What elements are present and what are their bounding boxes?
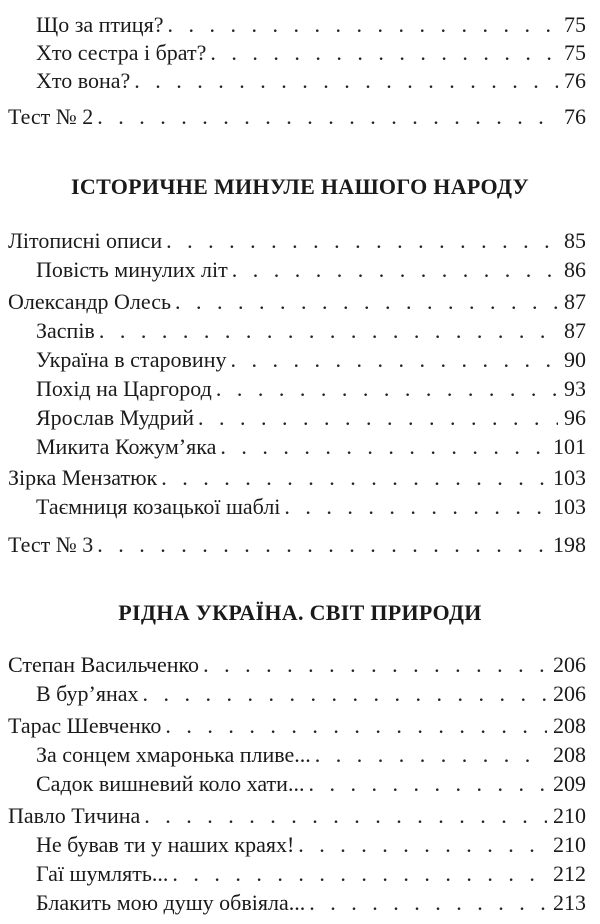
toc-entry	[0, 10, 600, 40]
toc-entry-page: 212	[553, 861, 586, 886]
toc-entry-author	[0, 650, 600, 680]
dot-leader	[203, 650, 547, 680]
dot-leader	[230, 345, 558, 375]
toc-entry	[0, 830, 600, 860]
toc-entry-author	[0, 801, 600, 831]
dot-leader	[161, 463, 547, 493]
toc-entry	[0, 403, 600, 433]
toc-entry-title: Похід на Царгород	[36, 376, 212, 401]
toc-entry-title: Павло Тичина	[8, 803, 141, 828]
toc-entry	[0, 740, 600, 770]
dot-leader	[284, 492, 547, 522]
dot-leader	[143, 679, 547, 709]
toc-entry-page: 210	[553, 803, 586, 828]
toc-entry-title: За сонцем хмаронька пливе...	[36, 742, 311, 767]
dot-leader	[172, 859, 547, 889]
toc-entry	[0, 38, 600, 68]
dot-leader	[216, 374, 558, 404]
toc-entry-page: 75	[564, 40, 586, 65]
toc-entry-page: 198	[553, 532, 586, 557]
toc-entry	[0, 888, 600, 918]
toc-entry	[0, 345, 600, 375]
dot-leader	[134, 66, 558, 96]
toc-entry-test	[0, 530, 600, 560]
toc-entry-title: Тест № 3	[8, 532, 94, 557]
toc-entry	[0, 769, 600, 799]
toc-entry-page: 76	[564, 104, 586, 129]
toc-entry-title: Микита Кожум’яка	[36, 434, 217, 459]
toc-entry	[0, 66, 600, 96]
toc-entry-title: Олександр Олесь	[8, 289, 172, 314]
toc-entry-page: 213	[553, 890, 586, 915]
toc-entry-page: 86	[564, 257, 586, 282]
toc-entry-title: Хто вона?	[36, 68, 131, 93]
toc-entry-page: 75	[564, 12, 586, 37]
section-heading: ІСТОРИЧНЕ МИНУЛЕ НАШОГО НАРОДУ	[71, 174, 529, 199]
toc-entry-title: Степан Васильченко	[8, 652, 200, 677]
dot-leader	[210, 38, 558, 68]
toc-entry-author	[0, 226, 600, 256]
dot-leader	[175, 287, 558, 317]
toc-entry-title: В бур’янах	[36, 681, 139, 706]
toc-entry-page: 206	[553, 681, 586, 706]
toc-entry-author	[0, 711, 600, 741]
toc-entry-title: Садок вишневий коло хати...	[36, 771, 305, 796]
dot-leader	[198, 403, 558, 433]
toc-entry-title: Що за птиця?	[36, 12, 164, 37]
toc-entry-page: 96	[564, 405, 586, 430]
toc-entry-author	[0, 463, 600, 493]
dot-leader	[97, 102, 558, 132]
dot-leader	[315, 740, 547, 770]
toc-entry	[0, 859, 600, 889]
toc-entry-title: Таємниця козацької шаблі	[36, 494, 281, 519]
toc-entry-page: 208	[553, 742, 586, 767]
toc-entry-author	[0, 287, 600, 317]
toc-entry-page: 210	[553, 832, 586, 857]
dot-leader	[166, 226, 558, 256]
toc-entry-title: Літописні описи	[8, 228, 163, 253]
toc-entry-title: Україна в старовину	[36, 347, 227, 372]
toc-entry-title: Заспів	[36, 318, 95, 343]
toc-entry-page: 85	[564, 228, 586, 253]
toc-entry-page: 209	[553, 771, 586, 796]
dot-leader	[97, 530, 547, 560]
toc-entry-title: Блакить мою душу обвіяла...	[36, 890, 306, 915]
toc-entry-page: 93	[564, 376, 586, 401]
toc-entry-title: Ярослав Мудрий	[36, 405, 194, 430]
dot-leader	[144, 801, 547, 831]
toc-entry-title: Тарас Шевченко	[8, 713, 162, 738]
toc-entry	[0, 316, 600, 346]
toc-entry-page: 206	[553, 652, 586, 677]
toc-entry-page: 101	[553, 434, 586, 459]
toc-entry-page: 87	[564, 289, 586, 314]
toc-entry	[0, 679, 600, 709]
toc-entry-page: 208	[553, 713, 586, 738]
toc-entry-title: Хто сестра і брат?	[36, 40, 207, 65]
toc-entry	[0, 492, 600, 522]
dot-leader	[165, 711, 547, 741]
dot-leader	[167, 10, 558, 40]
toc-entry-page: 87	[564, 318, 586, 343]
toc-entry-page: 103	[553, 465, 586, 490]
dot-leader	[220, 432, 547, 462]
section-heading: РІДНА УКРАЇНА. СВІТ ПРИРОДИ	[118, 600, 482, 625]
dot-leader	[232, 255, 558, 285]
toc-entry-title: Зірка Мензатюк	[8, 465, 158, 490]
dot-leader	[99, 316, 558, 346]
dot-leader	[309, 888, 547, 918]
toc-entry-page: 76	[564, 68, 586, 93]
toc-entry-title: Гаї шумлять...	[36, 861, 169, 886]
toc-entry	[0, 374, 600, 404]
dot-leader	[298, 830, 547, 860]
toc-entry-test	[0, 102, 600, 132]
toc-entry-title: Не бував ти у наших краях!	[36, 832, 295, 857]
toc-entry-page: 90	[564, 347, 586, 372]
toc-entry-title: Тест № 2	[8, 104, 94, 129]
toc-entry-page: 103	[553, 494, 586, 519]
dot-leader	[308, 769, 547, 799]
toc-entry	[0, 432, 600, 462]
toc-entry	[0, 255, 600, 285]
toc-entry-title: Повість минулих літ	[36, 257, 228, 282]
